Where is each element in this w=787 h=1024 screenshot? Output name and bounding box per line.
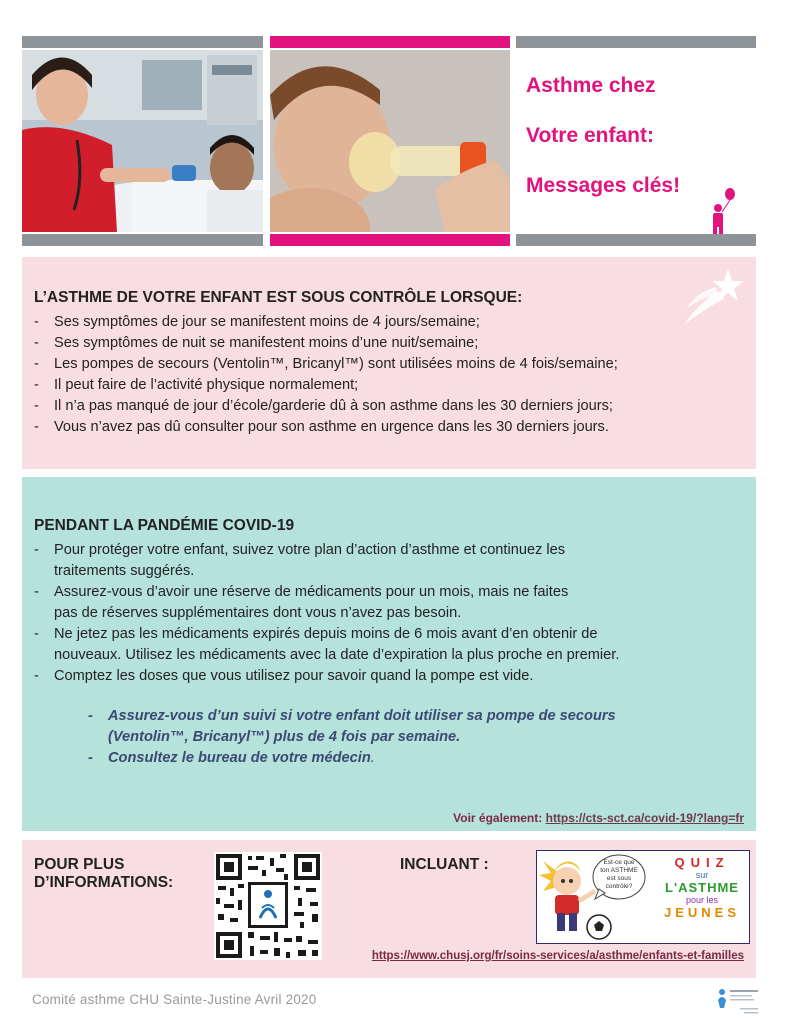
list-item: - Ses symptômes de nuit se manifestent moins d’une nuit/semaine; — [34, 333, 746, 354]
chu-sainte-justine-logo — [716, 986, 762, 1016]
list-item-line: Ne jetez pas les médicaments expirés depuis moins de 6 mois avant d’en obtenir de — [54, 626, 598, 642]
list-item — [88, 706, 726, 748]
covid-emphasis-list — [88, 706, 726, 769]
list-item: - Les pompes de secours (Ventolin™, Bricanyl™) sont utilisées moins de 4 fois/semaine; — [34, 354, 746, 375]
list-item — [34, 666, 746, 687]
see-also — [453, 811, 744, 825]
see-also-link[interactable]: https://cts-sct.ca/covid-19/?lang=fr — [545, 811, 744, 825]
asthma-control-section — [22, 257, 756, 469]
list-item-line: nouveaux. Utilisez les médicaments avec la date d’expiration la plus proche en premier. — [54, 647, 620, 663]
control-criteria-list — [34, 312, 746, 438]
bubble-line: ton ASTHME — [600, 867, 638, 874]
list-item — [34, 540, 746, 582]
quiz-pour: pour les — [685, 895, 719, 905]
speech-bubble — [597, 859, 641, 891]
list-item-line: traitements suggérés. — [54, 563, 195, 579]
quiz-sur: sur — [695, 870, 709, 880]
bubble-line: est sous — [606, 875, 632, 882]
including-label: INCLUANT : — [400, 856, 489, 873]
qr-code[interactable] — [214, 852, 322, 960]
quiz-word: QUIZ — [674, 855, 730, 870]
top-bar — [270, 36, 510, 48]
child-balloon-icon — [708, 188, 736, 238]
bottom-bar — [516, 234, 756, 246]
header-photo-nurse — [22, 36, 263, 246]
top-bar — [516, 36, 756, 48]
list-item-line: Comptez les doses que vous utilisez pour savoir quand la pompe est vide. — [54, 668, 534, 684]
covid-advice-list — [34, 540, 746, 687]
section-title: L’ASTHME DE VOTRE ENFANT EST SOUS CONTRÔLE LORSQUE: — [34, 289, 523, 306]
list-item-line: Assurez-vous d’un suivi si votre enfant doit utiliser sa pompe de secours — [108, 708, 616, 724]
asthma-quiz-banner[interactable] — [536, 850, 750, 944]
list-item: - Ses symptômes de jour se manifestent moins de 4 jours/semaine; — [34, 312, 746, 333]
title-line-2: Votre enfant: — [526, 124, 654, 147]
bottom-bar — [22, 234, 263, 246]
section-title: PENDANT LA PANDÉMIE COVID-19 — [34, 517, 295, 534]
list-item-line: (Ventolin™, Bricanyl™) plus de 4 fois par semaine. — [108, 729, 461, 745]
see-also-label: Voir également: — [453, 811, 543, 825]
list-item-line: Pour protéger votre enfant, suivez votre plan d’action d’asthme et continuez les — [54, 542, 566, 558]
list-item — [34, 624, 746, 666]
top-bar — [22, 36, 263, 48]
more-info-title-line: D’INFORMATIONS: — [34, 874, 174, 891]
more-info-title-line: POUR PLUS — [34, 856, 125, 873]
list-item-line: Assurez-vous d’avoir une réserve de médicaments pour un mois, mais ne faites — [54, 584, 569, 600]
list-item-line: Consultez le bureau de votre médecin — [108, 750, 371, 766]
title-line-1: Asthme chez — [526, 74, 656, 97]
list-item: - Il n’a pas manqué de jour d’école/garderie dû à son asthme dans les 30 derniers jours; — [34, 396, 746, 417]
photo-child-spacer — [270, 50, 510, 232]
footer-credit: Comité asthme CHU Sainte-Justine Avril 2020 — [32, 992, 317, 1007]
header-title-block — [516, 36, 756, 246]
list-item: - Il peut faire de l’activité physique normalement; — [34, 375, 746, 396]
quiz-asthme: L'ASTHME — [665, 880, 739, 895]
photo-nurse-child-inhaler — [22, 50, 263, 232]
header-photo-child — [270, 36, 510, 246]
title-line-3: Messages clés! — [526, 174, 681, 197]
list-item: - Consultez le bureau de votre médecin. — [88, 748, 726, 769]
bubble-line: contrôle? — [605, 883, 633, 890]
list-item — [34, 582, 746, 624]
chusj-link[interactable]: https://www.chusj.org/fr/soins-services/a/asthme/enfants-et-familles — [371, 950, 744, 962]
covid-section — [22, 477, 756, 831]
bottom-bar — [270, 234, 510, 246]
list-item: - Vous n’avez pas dû consulter pour son asthme en urgence dans les 30 derniers jours. — [34, 417, 746, 438]
bubble-line: Est-ce que — [603, 859, 635, 866]
list-item-line: pas de réserves supplémentaires dont vous n’avez pas besoin. — [54, 605, 462, 621]
more-info-section — [22, 840, 756, 978]
more-info-title — [34, 856, 173, 892]
quiz-wordmark — [655, 855, 749, 920]
quiz-jeunes: JEUNES — [663, 905, 741, 920]
